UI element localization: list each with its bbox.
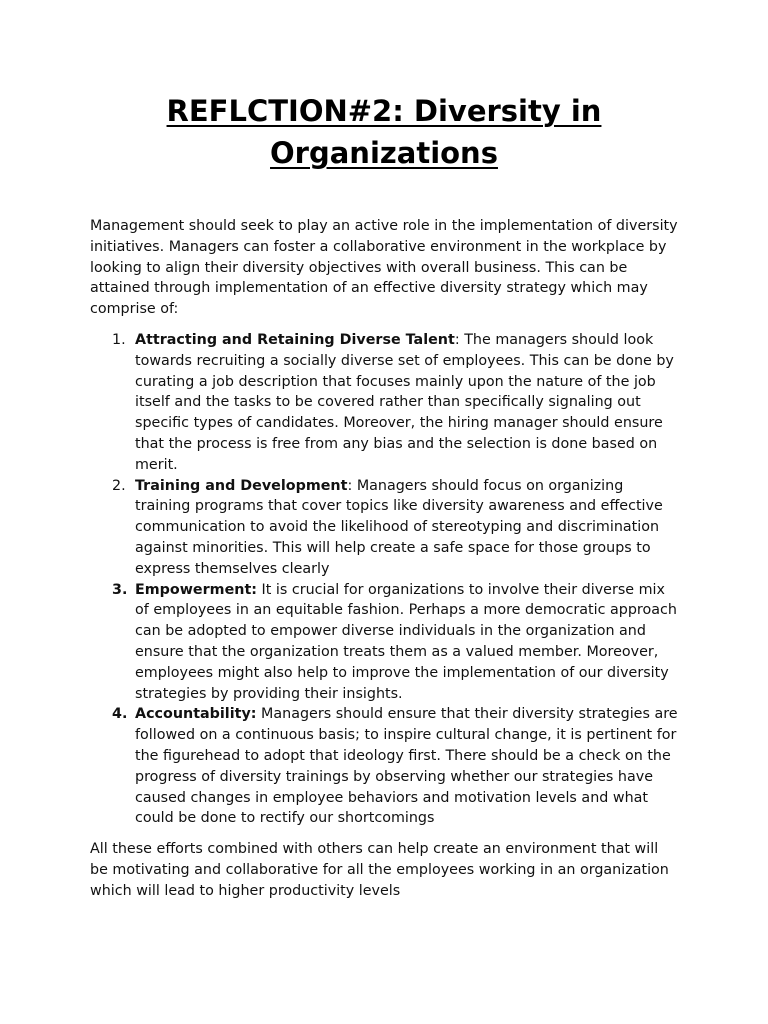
list-item-text: Managers should focus on organizing training programs that cover topics like diversity awareness and effective communication to avoid the likelihood of stereotyping and discrimination against minorities. This will help create a safe space for those groups to express themselves clearly bbox=[135, 477, 663, 577]
closing-paragraph: All these efforts combined with others can help create an environment that will be motivating and collaborative for all the employees working in an organization which will lead to higher productivity levels bbox=[90, 841, 669, 899]
list-item bbox=[90, 704, 678, 829]
document-body bbox=[90, 216, 678, 902]
list-item-number: 3. bbox=[112, 581, 128, 598]
list-item-separator: : bbox=[347, 477, 357, 494]
page-title bbox=[90, 90, 678, 174]
intro-paragraph: Management should seek to play an active role in the implementation of diversity initiatives. Managers can foster a collaborative environment in the workplace by looking to align their diversity objectives with overall business. This can be attained through implementation of an effective diversity strategy which may comprise of: bbox=[90, 218, 678, 318]
list-item-number: 2. bbox=[112, 477, 126, 494]
list-item-title: Empowerment: bbox=[135, 581, 257, 598]
list-item bbox=[90, 330, 678, 476]
title-line-2: Organizations bbox=[270, 136, 498, 170]
list-item-number: 1. bbox=[112, 331, 126, 348]
list-item bbox=[90, 476, 678, 580]
list-item-title: Accountability: bbox=[135, 706, 257, 723]
list-item-title: Attracting and Retaining Diverse Talent bbox=[135, 331, 455, 348]
list-item bbox=[90, 580, 678, 705]
list-item-title: Training and Development bbox=[135, 477, 348, 494]
strategy-list bbox=[90, 330, 678, 829]
list-item-text: Managers should ensure that their diversity strategies are followed on a continuous basis; to inspire cultural change, it is pertinent for the figurehead to adopt that ideology first. There should be a check on the progress of diversity trainings by observing whether our strategies have caused changes in employee behaviors and motivation levels and what could be done to rectify our shortcomings bbox=[135, 706, 678, 827]
list-item-text: It is crucial for organizations to involve their diverse mix of employees in an equitable fashion. Perhaps a more democratic approach can be adopted to empower diverse individuals in the organization and ensure that the organization treats them as a valued member. Moreover, employees might also help to improve the implementation of our diversity strategies by providing their insights. bbox=[135, 581, 677, 702]
list-item-text: The managers should look towards recruiting a socially diverse set of employees. This can be done by curating a job description that focuses mainly upon the nature of the job itself and the tasks to be covered rather than specifically signaling out specific types of candidates. Moreover, the hiring manager should ensure that the process is free from any bias and the selection is done based on merit. bbox=[135, 331, 674, 473]
list-item-separator: : bbox=[454, 331, 465, 348]
title-line-1: REFLCTION#2: Diversity in bbox=[166, 94, 602, 128]
list-item-number: 4. bbox=[112, 706, 128, 723]
